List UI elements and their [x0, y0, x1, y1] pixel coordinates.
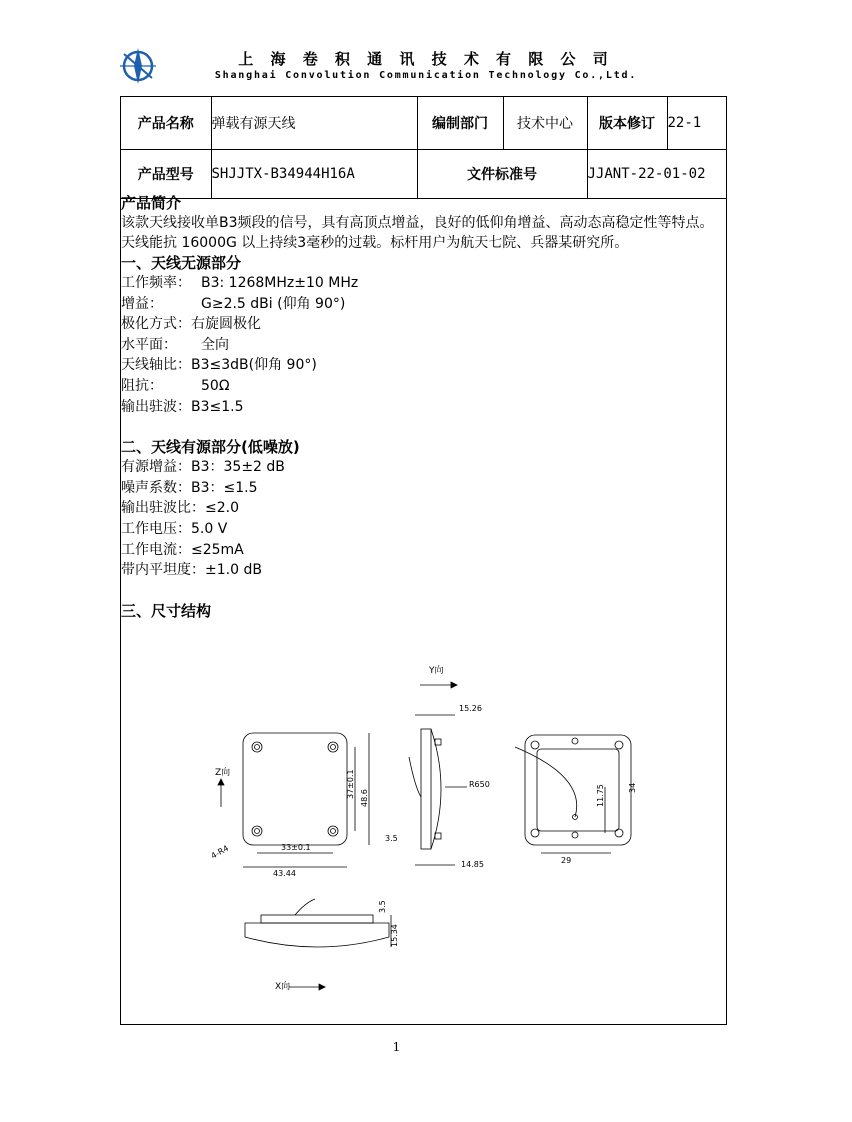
svg-text:14.85: 14.85: [461, 860, 484, 869]
spec-row: 极化方式：右旋圆极化: [121, 316, 261, 333]
model-label: 产品型号: [121, 150, 211, 199]
side-view: [421, 729, 431, 849]
company-name-en: Shanghai Convolution Communication Technology Co.,Ltd.: [214, 70, 638, 81]
svg-text:33±0.1: 33±0.1: [281, 843, 311, 852]
company-name-cn: 上 海 卷 积 通 讯 技 术 有 限 公 司: [238, 50, 614, 68]
doc-no-label: 文件标准号: [417, 150, 587, 199]
active-list: [121, 457, 727, 581]
back-view: [525, 735, 631, 845]
meta-table: [121, 97, 727, 199]
svg-text:43.44: 43.44: [273, 869, 296, 878]
svg-text:29: 29: [561, 856, 572, 865]
product-name-label: 产品名称: [121, 97, 211, 150]
spec-row: 有源增益：B3：35±2 dB: [121, 459, 285, 476]
spec-row: 工作电压：5.0 V: [121, 520, 228, 537]
spec-row: 水平面： 全向: [121, 336, 229, 353]
dimension-drawing: [209, 657, 637, 1017]
doc-no-value: JJANT-22-01-02: [587, 150, 727, 199]
svg-text:34: 34: [628, 782, 637, 793]
front-view: [243, 733, 347, 845]
bottom-profile-view: [245, 923, 389, 947]
spec-row: 噪声系数：B3：≤1.5: [121, 479, 258, 496]
document-frame: [120, 96, 727, 1025]
svg-text:11.75: 11.75: [596, 784, 605, 807]
product-name-value: 弹载有源天线: [211, 97, 417, 150]
spec-row: 阻抗： 50Ω: [121, 377, 230, 394]
svg-text:3.5: 3.5: [385, 834, 398, 843]
passive-list: [121, 273, 727, 417]
svg-text:4-R4: 4-R4: [209, 843, 231, 861]
document-body: [121, 193, 727, 621]
x-direction-label: X向: [275, 982, 291, 992]
dept-label: 编制部门: [417, 97, 503, 150]
page-number: 1: [392, 1040, 401, 1054]
intro-title: 产品简介: [121, 194, 182, 212]
spec-row: 输出驻波：B3≤1.5: [121, 398, 244, 415]
spec-row: 工作频率： B3: 1268MHz±10 MHz: [121, 275, 359, 291]
spec-row: 输出驻波比：≤2.0: [121, 500, 239, 517]
dept-value: 技术中心: [503, 97, 587, 150]
structure-title: 三、尺寸结构: [121, 601, 212, 620]
page-header: [0, 0, 793, 96]
revision-label: 版本修订: [587, 97, 667, 150]
spec-row: 带内平坦度：±1.0 dB: [121, 562, 262, 579]
spec-row: 天线轴比：B3≤3dB(仰角 90°): [121, 357, 317, 374]
spec-row: 工作电流：≤25mA: [121, 541, 244, 558]
intro-text: 该款天线接收单B3频段的信号，具有高顶点增益，良好的低仰角增益、高动态高稳定性等特点。天线能抗 16000G 以上持续3毫秒的过载。标杆用户为航天七院、兵器某研究所。: [121, 215, 714, 251]
svg-text:48.6: 48.6: [360, 789, 369, 807]
svg-text:R650: R650: [469, 780, 490, 789]
z-direction-label: Z向: [215, 768, 231, 778]
svg-text:37±0.1: 37±0.1: [346, 769, 355, 799]
svg-text:3.5: 3.5: [378, 900, 387, 913]
model-value: SHJJTX-B34944H16A: [211, 150, 417, 199]
y-direction-label: Y向: [429, 666, 444, 676]
active-title: 二、天线有源部分(低噪放): [121, 438, 300, 457]
revision-value: 22-1: [667, 97, 727, 150]
svg-text:15.26: 15.26: [459, 704, 482, 713]
svg-text:15.34: 15.34: [390, 924, 399, 947]
spec-row: 增益： G≥2.5 dBi (仰角 90°): [121, 295, 346, 312]
passive-title: 一、天线无源部分: [121, 254, 242, 272]
